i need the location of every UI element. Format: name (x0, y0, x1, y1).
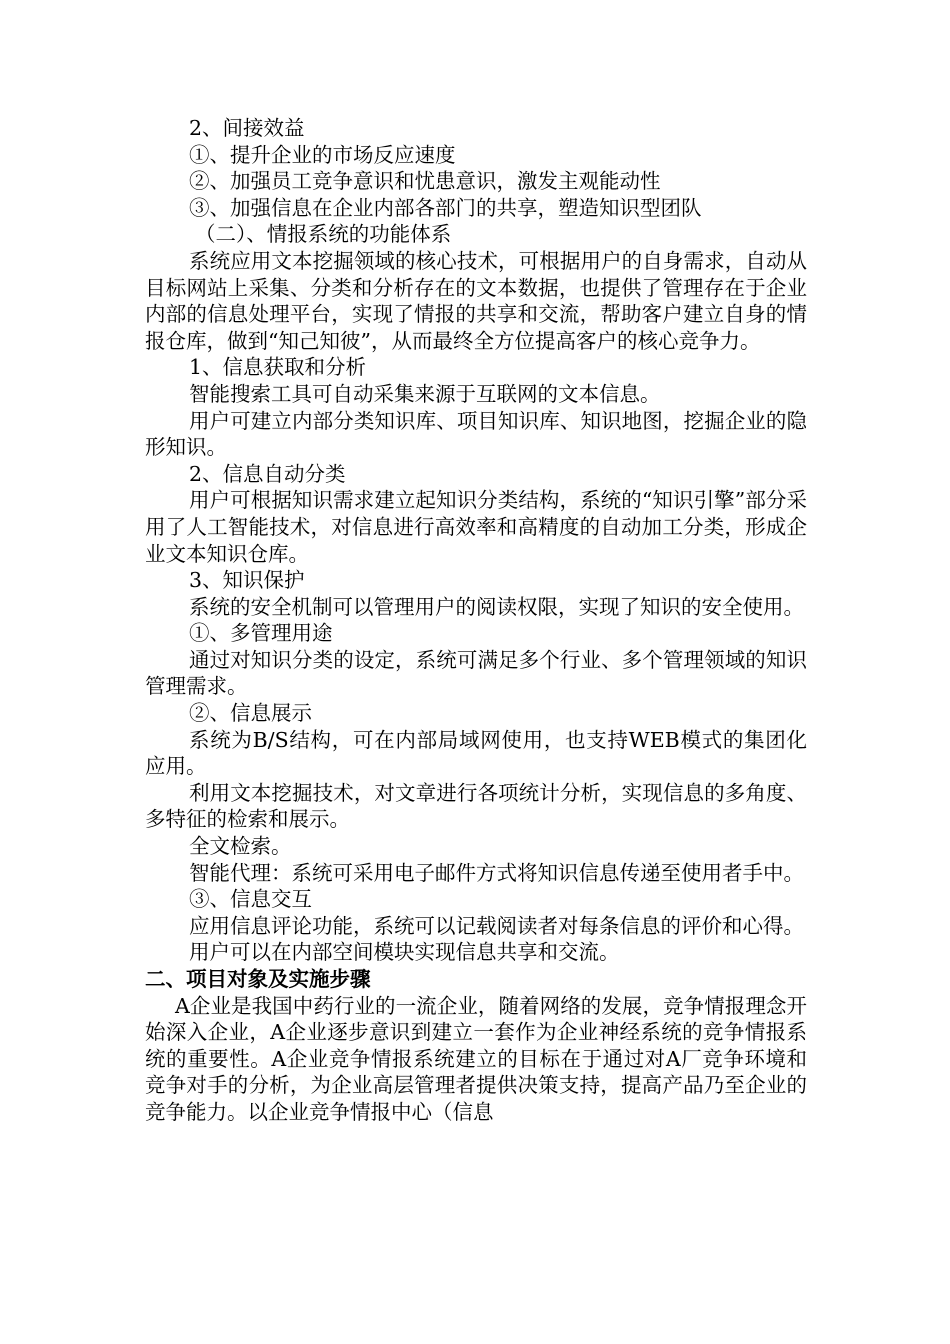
paragraph: 2、间接效益 (189, 116, 305, 140)
paragraph: 用户可建立内部分类知识库、项目知识库、知识地图，挖掘企业的隐形知识。 (145, 408, 807, 460)
paragraph: 系统应用文本挖掘领域的核心技术，可根据用户的自身需求，自动从目标网站上采集、分类和分析存在的文本数据，也提供了管理存在于企业内部的信息处理平台，实现了情报的共享和交流，帮助客户建立自身的情报仓库，做到“知己知彼”，从而最终全方位提高客户的核心竞争力。 (145, 248, 807, 353)
paragraph: 全文检索。 (189, 834, 292, 859)
subheading: ②、信息展示 (189, 701, 312, 726)
subheading: ③、信息交互 (189, 887, 312, 912)
document-body (145, 115, 807, 1126)
paragraph: 通过对知识分类的设定，系统可满足多个行业、多个管理领域的知识管理需求。 (145, 647, 807, 699)
paragraph: 系统的安全机制可以管理用户的阅读权限，实现了知识的安全使用。 (189, 594, 804, 619)
subheading: 3、知识保护 (189, 568, 305, 593)
paragraph: 利用文本挖掘技术，对文章进行各项统计分析，实现信息的多角度、多特征的检索和展示。 (145, 780, 807, 832)
paragraph: ③、加强信息在企业内部各部门的共享，塑造知识型团队 (189, 195, 702, 220)
paragraph: ②、加强员工竞争意识和忧患意识，激发主观能动性 (189, 169, 661, 194)
paragraph: 智能代理：系统可采用电子邮件方式将知识信息传递至使用者手中。 (189, 860, 804, 885)
paragraph: 智能搜索工具可自动采集来源于互联网的文本信息。 (189, 381, 661, 406)
paragraph: 应用信息评论功能，系统可以记载阅读者对每条信息的评价和心得。 (189, 913, 804, 938)
paragraph: 系统为B/S结构，可在内部局域网使用，也支持WEB模式的集团化应用。 (145, 727, 807, 779)
paragraph: A企业是我国中药行业的一流企业，随着网络的发展，竞争情报理念开始深入企业，A企业逐步意识到建立一套作为企业神经系统的竞争情报系统的重要性。A企业竞争情报系统建立的目标在于通过对A厂竞争环境和竞争对手的分析，为企业高层管理者提供决策支持，提高产品乃至企业的竞争能力。以企业竞争情报中心（信息 (145, 993, 807, 1124)
section-heading: （二）、情报系统的功能体系 (195, 222, 452, 247)
chapter-heading: 二、项目对象及实施步骤 (145, 967, 371, 991)
subheading: 1、信息获取和分析 (189, 355, 367, 380)
subheading: 2、信息自动分类 (189, 461, 346, 486)
paragraph: 用户可根据知识需求建立起知识分类结构，系统的“知识引擎”部分采用了人工智能技术，对信息进行高效率和高精度的自动加工分类，形成企业文本知识仓库。 (145, 488, 807, 566)
paragraph: ①、提升企业的市场反应速度 (189, 142, 456, 167)
subheading: ①、多管理用途 (189, 621, 333, 646)
paragraph: 用户可以在内部空间模块实现信息共享和交流。 (189, 940, 620, 965)
